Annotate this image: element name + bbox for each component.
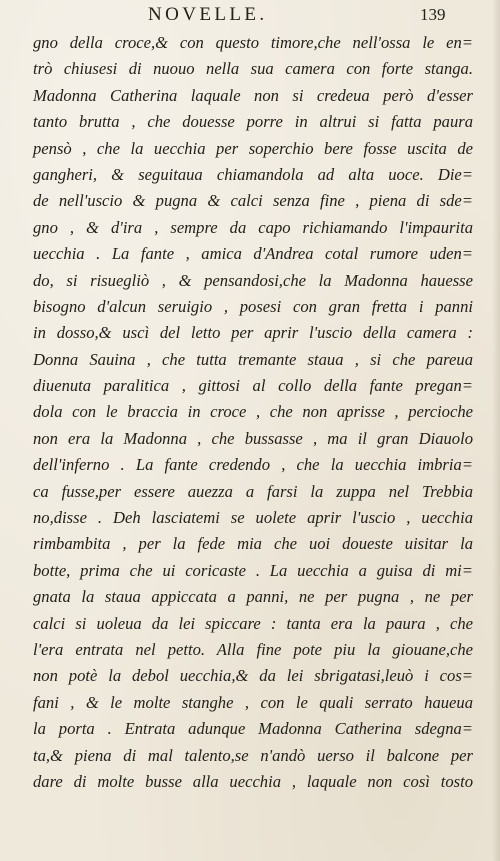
text-line: rimbambita , per la fede mia che uoi doueste uisitar la [33,534,473,554]
text-line: botte, prima che ui coricaste . La uecchia a guisa di mi= [33,560,473,580]
text-line: no,disse . Deh lasciatemi se uolete aprir l'uscio , uecchia [33,508,473,528]
text-line: diuenuta paralitica , gittosi al collo della fante pregan= [33,376,473,396]
text-line: gangheri, & seguitaua chiamandola ad alta uoce. Die= [33,164,473,184]
text-line: non era la Madonna , che bussasse , ma il gran Diauolo [33,428,473,448]
page-header [0,4,500,30]
page-number: 139 [420,5,446,24]
text-line: gno , & d'ira , sempre da capo richiamando l'impaurita [33,217,473,237]
running-head: NOVELLE. [148,4,268,25]
text-line: ta,& piena di mal talento,se n'andò uerso il balcone per [33,745,473,765]
text-line: calci si uoleua da lei spiccare : tanta era la paura , che [33,613,473,633]
text-line: tanto brutta , che douesse porre in altrui si fatta paura [33,112,473,132]
text-line: dell'inferno . La fante credendo , che la uecchia imbria= [33,455,473,475]
text-line: uecchia . La fante , amica d'Andrea cotal rumore uden= [33,244,473,264]
text-line: dare di molte busse alla uecchia , laquale non così tosto [33,771,473,791]
text-line: Donna Sauina , che tutta tremante staua , si che pareua [33,349,473,369]
text-line: l'era entrata nel petto. Alla fine pote piu la giouane,che [33,639,473,659]
text-line: do, si risuegliò , & pensandosi,che la Madonna hauesse [33,270,473,290]
text-line: in dosso,& uscì del letto per aprir l'uscio della camera : [33,323,473,343]
text-line: Madonna Catherina laquale non si credeua però d'esser [33,85,473,105]
text-line: fani , & le molte stanghe , con le quali serrato haueua [33,692,473,712]
text-line: trò chiusesi di nuouo nella sua camera con forte stanga. [33,59,473,79]
text-line: non potè la debol uecchia,& da lei sbrigatasi,leuò i cos= [33,666,473,686]
text-line: pensò , che la uecchia per soperchio bere fosse uscita de [33,138,473,158]
text-line: ca fusse,per essere auezza a farsi la zuppa nel Trebbia [33,481,473,501]
text-line: gno della croce,& con questo timore,che nell'ossa le en= [33,33,473,52]
body-text [33,30,473,795]
text-line: la porta . Entrata adunque Madonna Catherina sdegna= [33,719,473,739]
page-edge-shadow [492,0,500,861]
text-line: gnata la staua appiccata a panni, ne per pugna , ne per [33,587,473,607]
text-line: de nell'uscio & pugna & calci senza fine , piena di sde= [33,191,473,211]
text-line: bisogno d'alcun seruigio , posesi con gran fretta i panni [33,296,473,316]
text-line: dola con le braccia in croce , che non aprisse , percioche [33,402,473,422]
